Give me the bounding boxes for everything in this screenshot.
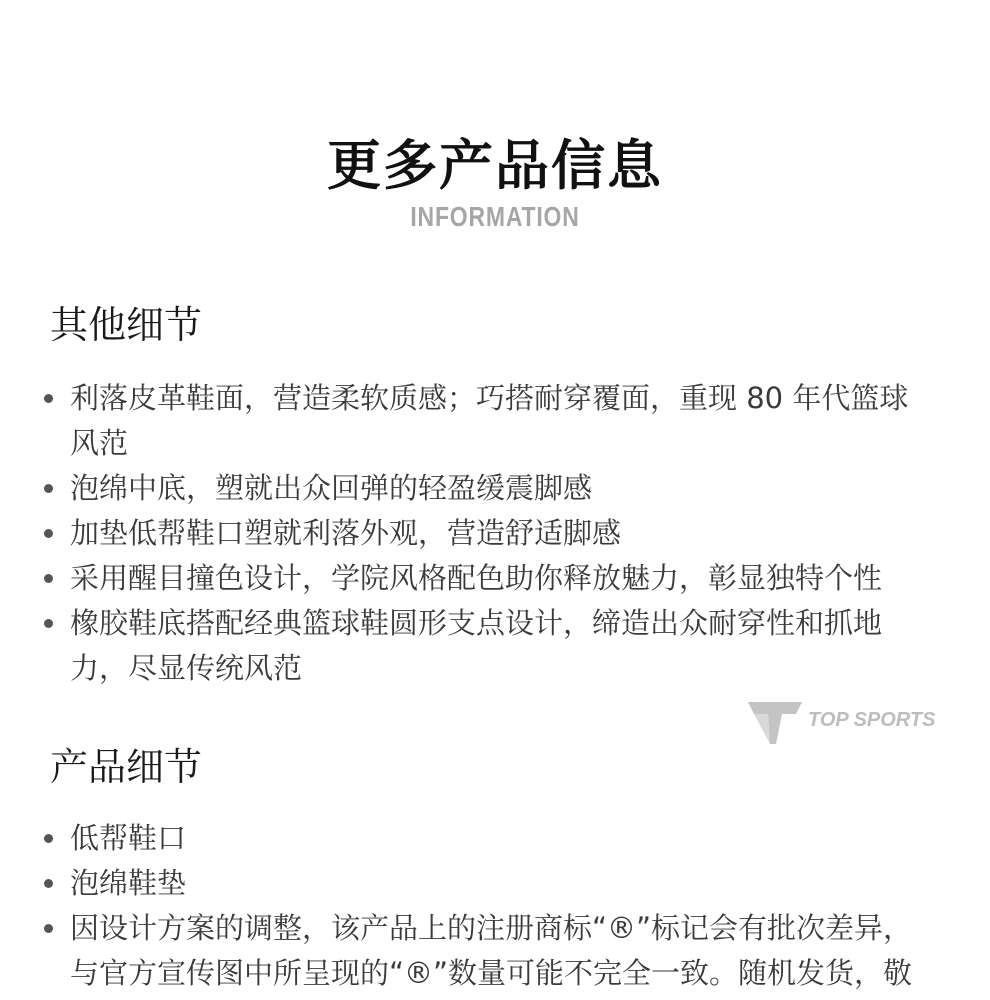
logo-wordmark: TOP SPORTS xyxy=(808,709,936,731)
list-item-text: 因设计方案的调整，该产品上的注册商标“®”标记会有批次差异，与官方宣传图中所呈现的“®”数量可能不完全一致。随机发货，敬 xyxy=(70,911,913,990)
list-item-text: 低帮鞋口 xyxy=(70,821,187,855)
list-item xyxy=(0,861,940,906)
section-heading-other-details: 其他细节 xyxy=(50,303,203,347)
top-sports-logo-icon xyxy=(746,698,804,748)
list-item xyxy=(0,511,940,556)
list-item xyxy=(0,466,940,511)
bullet-dot-icon xyxy=(44,834,53,843)
page-subtitle: INFORMATION xyxy=(410,201,580,232)
bullet-dot-icon xyxy=(44,619,53,628)
list-item-text: 利落皮革鞋面，营造柔软质感；巧搭耐穿覆面，重现 80 年代篮球风范 xyxy=(70,381,909,460)
list-item xyxy=(0,376,940,466)
bullet-dot-icon xyxy=(44,529,53,538)
list-item xyxy=(0,906,940,996)
list-item xyxy=(0,816,940,861)
bullet-dot-icon xyxy=(44,484,53,493)
bullet-dot-icon xyxy=(44,924,53,933)
list-item xyxy=(0,601,940,691)
section-heading-product-details: 产品细节 xyxy=(50,745,203,789)
list-item-text: 泡绵鞋垫 xyxy=(70,866,187,900)
top-sports-logo xyxy=(746,698,936,748)
list-item-text: 加垫低帮鞋口塑就利落外观，营造舒适脚感 xyxy=(70,516,622,550)
list-item-text: 采用醒目撞色设计，学院风格配色助你释放魅力，彰显独特个性 xyxy=(70,561,883,595)
bullet-dot-icon xyxy=(44,879,53,888)
bullet-dot-icon xyxy=(44,394,53,403)
list-item-text: 橡胶鞋底搭配经典篮球鞋圆形支点设计，缔造出众耐穿性和抓地力，尽显传统风范 xyxy=(70,606,883,685)
bullet-dot-icon xyxy=(44,574,53,583)
list-item-text: 泡绵中底，塑就出众回弹的轻盈缓震脚感 xyxy=(70,471,593,505)
list-item xyxy=(0,556,940,601)
page-title: 更多产品信息 xyxy=(327,134,663,197)
product-details-list xyxy=(0,816,940,996)
other-details-list xyxy=(0,376,940,691)
